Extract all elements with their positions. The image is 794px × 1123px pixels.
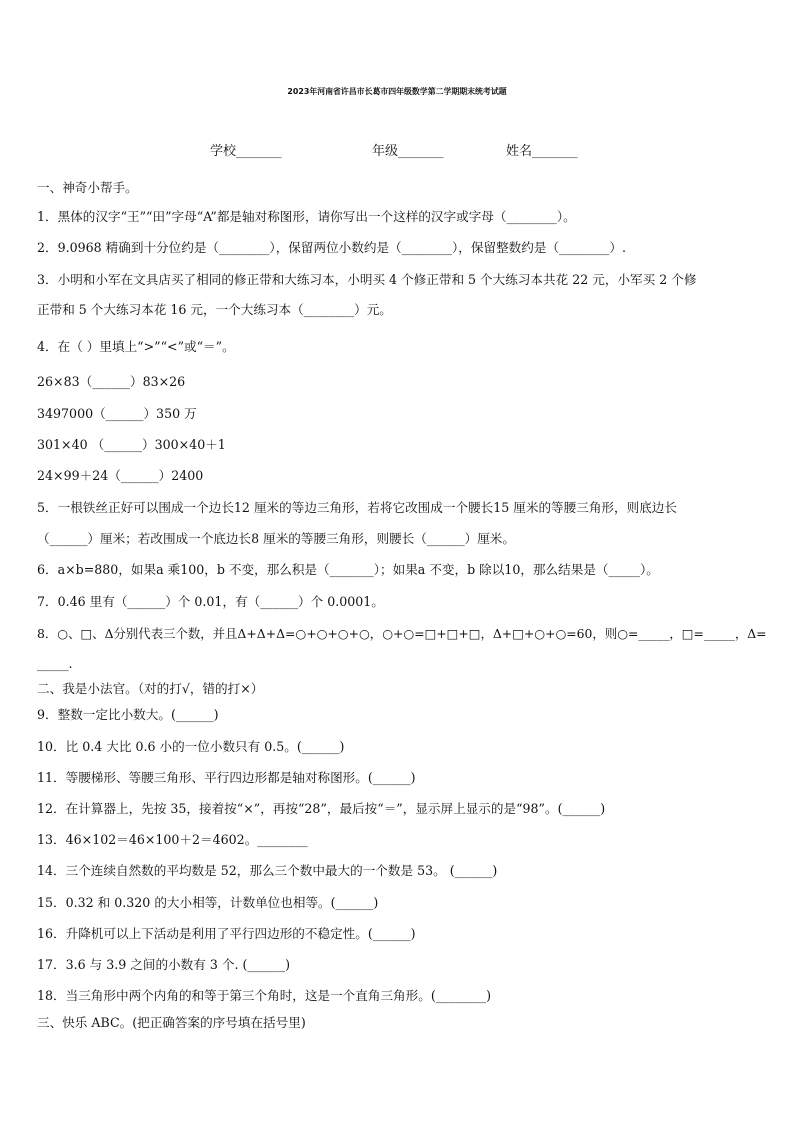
question-18: 18．当三角形中两个内角的和等于第三个角时，这是一个直角三角形。(________) — [37, 988, 492, 1003]
question-3-line-2: 正带和 5 个大练习本花 16 元，一个大练习本（________）元。 — [37, 302, 392, 317]
question-3-line-1: 3．小明和小军在文具店买了相同的修正带和大练习本，小明买 4 个修正带和 5 个大练习本共花 22 元，小军买 2 个修 — [37, 272, 697, 287]
question-12: 12．在计算器上，先按 35，接着按“×”，再按“28”，最后按“＝”，显示屏上显示的是“98”。(______) — [37, 801, 606, 816]
question-4-item-3: 301×40 （______）300×40＋1 — [37, 437, 226, 452]
page-title: 2023年河南省许昌市长葛市四年级数学第二学期期末统考试题 — [287, 87, 507, 96]
question-6: 6．a×b=880，如果a 乘100，b 不变，那么积是（_______）；如果a 不变，b 除以10，那么结果是（_____）。 — [37, 562, 659, 577]
grade-field: 年级_______ — [372, 144, 444, 159]
name-field: 姓名_______ — [506, 144, 578, 159]
question-1: 1．黑体的汉字“王”“田”字母“A”都是轴对称图形，请你写出一个这样的汉字或字母（________）。 — [37, 209, 576, 224]
school-field: 学校_______ — [210, 144, 282, 159]
question-15: 15．0.32 和 0.320 的大小相等，计数单位也相等。(______) — [37, 895, 379, 910]
question-4-item-4: 24×99＋24（______）2400 — [37, 468, 204, 483]
question-8-line-1: 8．○、□、Δ分别代表三个数，并且Δ+Δ+Δ=○+○+○+○，○+○=□+□+□，Δ+□+○+○=60，则○=_____，□=_____，Δ= — [37, 626, 767, 641]
section-heading-1: 一、神奇小帮手。 — [37, 180, 138, 195]
question-8-line-2: _____. — [37, 656, 73, 671]
question-4: 4．在（ ）里填上“>”“<”或“＝”。 — [37, 339, 235, 354]
question-16: 16．升降机可以上下活动是利用了平行四边形的不稳定性。(______) — [37, 926, 416, 941]
question-5-line-2: （______）厘米；若改围成一个底边长8 厘米的等腰三角形，则腰长（______）厘米。 — [37, 531, 515, 546]
question-9: 9．整数一定比小数大。(______) — [37, 707, 219, 722]
section-heading-3: 三、快乐 ABC。(把正确答案的序号填在括号里) — [37, 1015, 306, 1030]
question-4-item-2: 3497000（______）350 万 — [37, 406, 197, 421]
question-14: 14．三个连续自然数的平均数是 52，那么三个数中最大的一个数是 53。 (______) — [37, 863, 498, 878]
question-17: 17．3.6 与 3.9 之间的小数有 3 个. (______) — [37, 957, 291, 972]
question-2: 2．9.0968 精确到十分位约是（________），保留两位小数约是（________），保留整数约是（________）. — [37, 240, 627, 255]
question-11: 11．等腰梯形、等腰三角形、平行四边形都是轴对称图形。(______) — [37, 770, 416, 785]
question-5-line-1: 5．一根铁丝正好可以围成一个边长12 厘米的等边三角形，若将它改围成一个腰长15 厘米的等腰三角形，则底边长 — [37, 500, 677, 515]
question-7: 7．0.46 里有（______）个 0.01，有（______）个 0.0001。 — [37, 594, 384, 609]
question-13: 13．46×102＝46×100＋2＝4602。________ — [37, 832, 308, 847]
question-10: 10．比 0.4 大比 0.6 小的一位小数只有 0.5。(______) — [37, 739, 345, 754]
section-heading-2: 二、我是小法官。（对的打√，错的打×） — [37, 681, 264, 696]
question-4-item-1: 26×83（______）83×26 — [37, 374, 186, 389]
